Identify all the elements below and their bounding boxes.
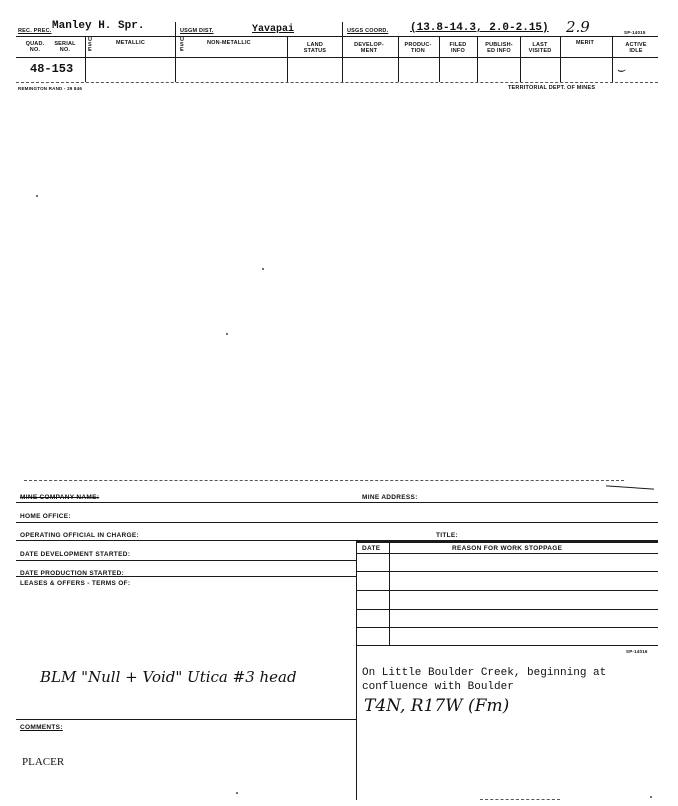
home-office-label: HOME OFFICE: xyxy=(20,513,71,520)
territorial-dept-label: TERRITORIAL DEPT. OF MINES xyxy=(508,85,596,91)
development-label: DEVELOP- MENT xyxy=(354,42,384,54)
date-development-label: DATE DEVELOPMENT STARTED: xyxy=(20,551,131,558)
operating-official-label: OPERATING OFFICIAL IN CHARGE: xyxy=(20,532,139,539)
form-number-top: SP-14015 xyxy=(624,30,646,35)
nonmetallic-label: NON-METALLIC xyxy=(207,40,251,46)
active-idle-label: ACTIVE IDLE xyxy=(625,42,647,54)
handwritten-township: T4N, R17W (Fm) xyxy=(364,696,510,716)
reason-column-header: REASON FOR WORK STOPPAGE xyxy=(452,545,563,552)
merit-label: MERIT xyxy=(575,40,595,46)
last-visited-label: LAST VISITED xyxy=(528,42,552,54)
production-label: PRODUC- TION xyxy=(404,42,432,54)
usgs-coord-hand: 2.9 xyxy=(566,18,590,36)
land-status-label: LAND STATUS xyxy=(303,42,327,54)
date-production-label: DATE PRODUCTION STARTED: xyxy=(20,570,125,577)
typed-location-line-2: confluence with Boulder xyxy=(362,681,514,693)
use-label-metallic: U S E xyxy=(88,37,93,53)
title-label: TITLE: xyxy=(436,532,459,539)
printer-mark: REMINGTON RAND - 29 846 xyxy=(18,86,83,91)
quad-serial-value: 48-153 xyxy=(30,62,74,76)
placer-text: PLACER xyxy=(22,756,65,768)
quad-label: QUAD. NO. xyxy=(25,41,45,53)
published-info-label: PUBLISH- ED INFO xyxy=(485,42,513,54)
usgm-dist-label: USGM DIST. xyxy=(180,28,214,34)
usgm-dist-value: Yavapai xyxy=(252,24,295,35)
handwritten-blm-note: BLM "Null + Void" Utica #3 head xyxy=(40,668,297,686)
filed-info-label: FILED INFO xyxy=(449,42,467,54)
usgs-coord-value: (13.8-14.3, 2.0-2.15) xyxy=(410,22,549,34)
rec-prec-value: Manley H. Spr. xyxy=(52,20,145,32)
date-column-header: DATE xyxy=(362,545,381,552)
use-label-nonmetallic: U S E xyxy=(180,37,185,53)
mine-address-label: MINE ADDRESS: xyxy=(362,494,418,501)
serial-label: SERIAL NO. xyxy=(54,41,76,53)
metallic-label: METALLIC xyxy=(116,40,145,46)
comments-label: COMMENTS: xyxy=(20,724,63,731)
leases-label: LEASES & OFFERS - TERMS OF: xyxy=(20,580,131,587)
active-idle-mark: ⌣ xyxy=(616,62,626,78)
typed-location-line-1: On Little Boulder Creek, beginning at xyxy=(362,667,607,679)
mine-company-label: MINE COMPANY NAME: xyxy=(20,494,100,501)
usgs-coord-label: USGS COORD. xyxy=(347,28,389,34)
rec-prec-label: REC. PREC. xyxy=(18,28,52,34)
form-number-back: SP-14016 xyxy=(626,649,648,654)
